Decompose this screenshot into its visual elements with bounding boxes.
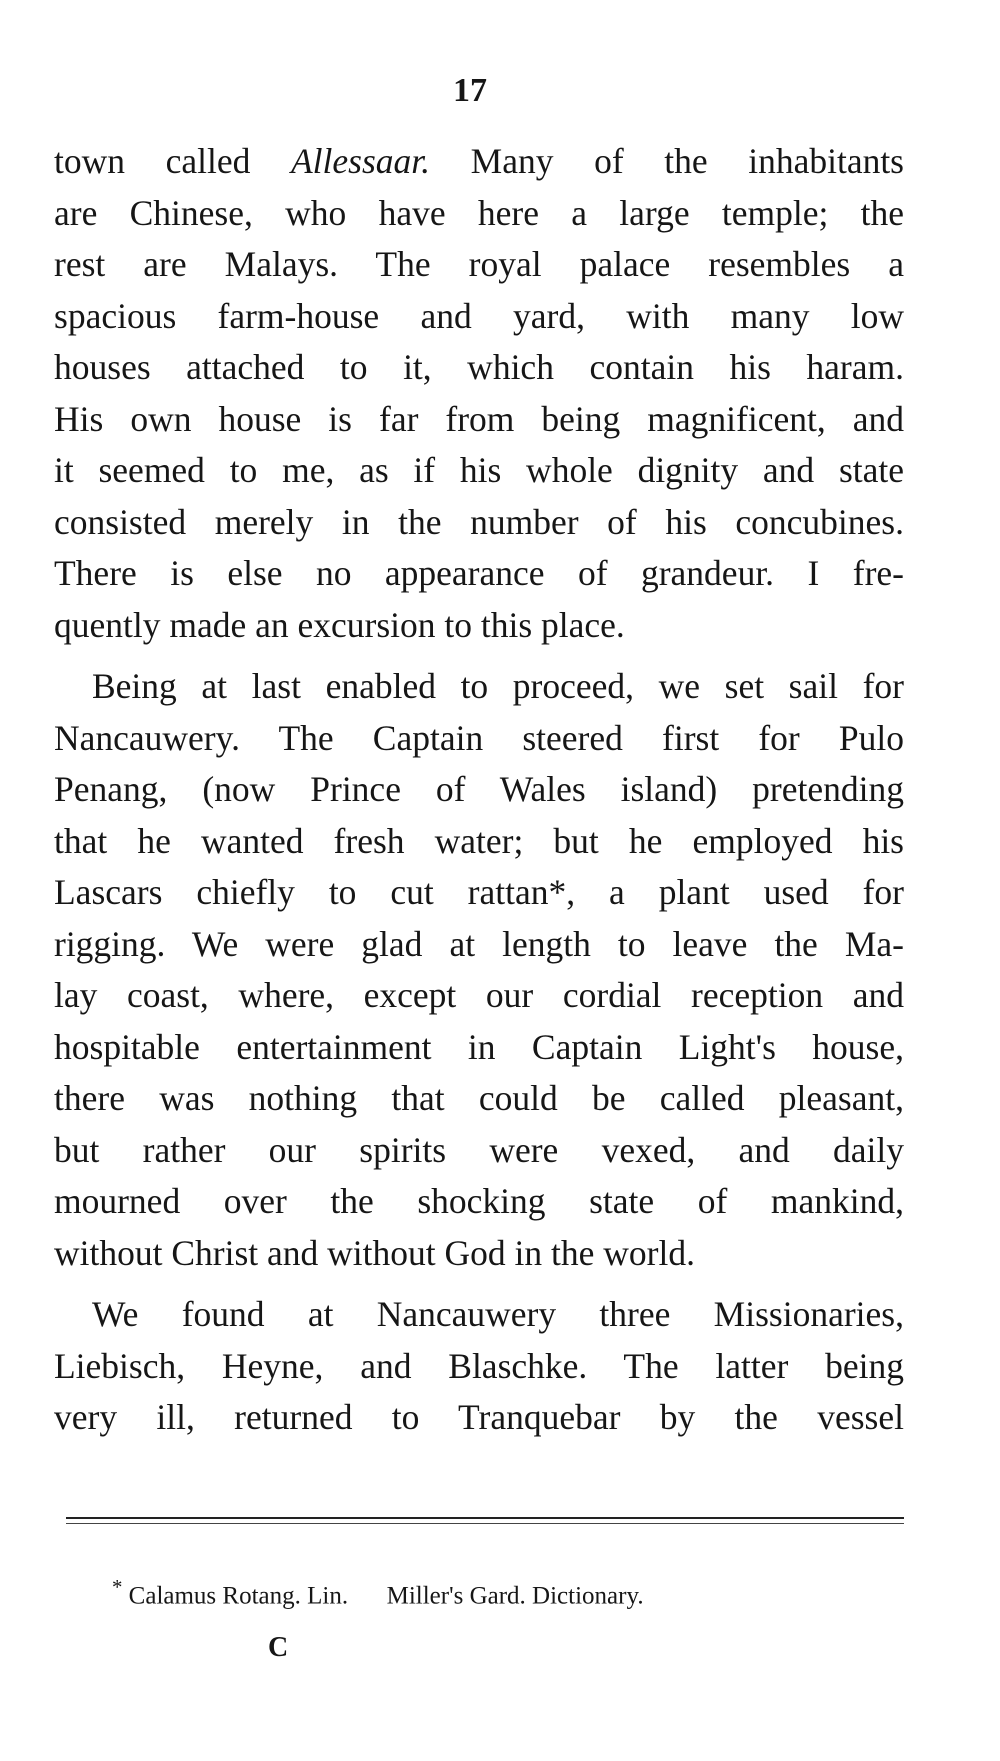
text-line: but rather our spirits were vexed, and daily — [54, 1129, 904, 1170]
footnote-marker: * — [112, 1575, 123, 1599]
text-line: consisted merely in the number of his concubines. — [54, 501, 904, 542]
text-line: Penang, (now Prince of Wales island) pretending — [54, 769, 904, 809]
text-line: that he wanted fresh water; but he employed his — [54, 820, 904, 861]
paragraph-1 — [54, 136, 904, 651]
text-line: mourned over the shocking state of mankind, — [54, 1181, 904, 1221]
body-text — [54, 136, 904, 1444]
text-line: lay coast, where, except our cordial reception and — [54, 975, 904, 1015]
footnote-divider-top — [66, 1517, 904, 1519]
text-line: hospitable entertainment in Captain Light's house, — [54, 1026, 904, 1067]
text-line: houses attached to it, which contain his haram. — [54, 347, 904, 387]
signature-mark: C — [268, 1632, 289, 1663]
text-line: rest are Malays. The royal palace resembles a — [54, 244, 904, 284]
footnote-reference: Miller's Gard. Dictionary. — [386, 1582, 644, 1610]
text-fragment: Many of the inhabitants — [430, 141, 905, 181]
footnote — [112, 1575, 872, 1610]
text-line: very ill, returned to Tranquebar by the vessel — [54, 1397, 904, 1437]
text-line: are Chinese, who have here a large temple; the — [54, 192, 904, 233]
place-name-italic: Allessaar. — [290, 141, 431, 181]
text-line: without Christ and without God in the world. — [54, 1232, 695, 1273]
paragraph-2 — [54, 661, 904, 1279]
footnote-citation: Calamus Rotang. Lin. — [128, 1582, 349, 1610]
text-line — [54, 136, 904, 188]
paragraph-3 — [54, 1289, 904, 1444]
text-line: quently made an excursion to this place. — [54, 604, 625, 645]
footnote-divider-bottom — [66, 1523, 904, 1524]
text-line: Being at last enabled to proceed, we set sail for — [92, 666, 904, 706]
text-line: Liebisch, Heyne, and Blaschke. The latter being — [54, 1345, 904, 1386]
text-line: spacious farm-house and yard, with many low — [54, 295, 904, 336]
text-line: There is else no appearance of grandeur. I fre- — [54, 553, 904, 593]
page-number: 17 — [453, 72, 487, 109]
text-line: His own house is far from being magnificent, and — [54, 398, 904, 439]
text-line: there was nothing that could be called pleasant, — [54, 1078, 904, 1118]
text-line: it seemed to me, as if his whole dignity and state — [54, 450, 904, 490]
text-line: Lascars chiefly to cut rattan*, a plant used for — [54, 872, 904, 912]
text-line: We found at Nancauwery three Missionaries, — [92, 1294, 904, 1334]
text-fragment: town called — [54, 141, 291, 181]
text-line: rigging. We were glad at length to leave the Ma- — [54, 923, 904, 964]
text-line: Nancauwery. The Captain steered first for Pulo — [54, 717, 904, 758]
